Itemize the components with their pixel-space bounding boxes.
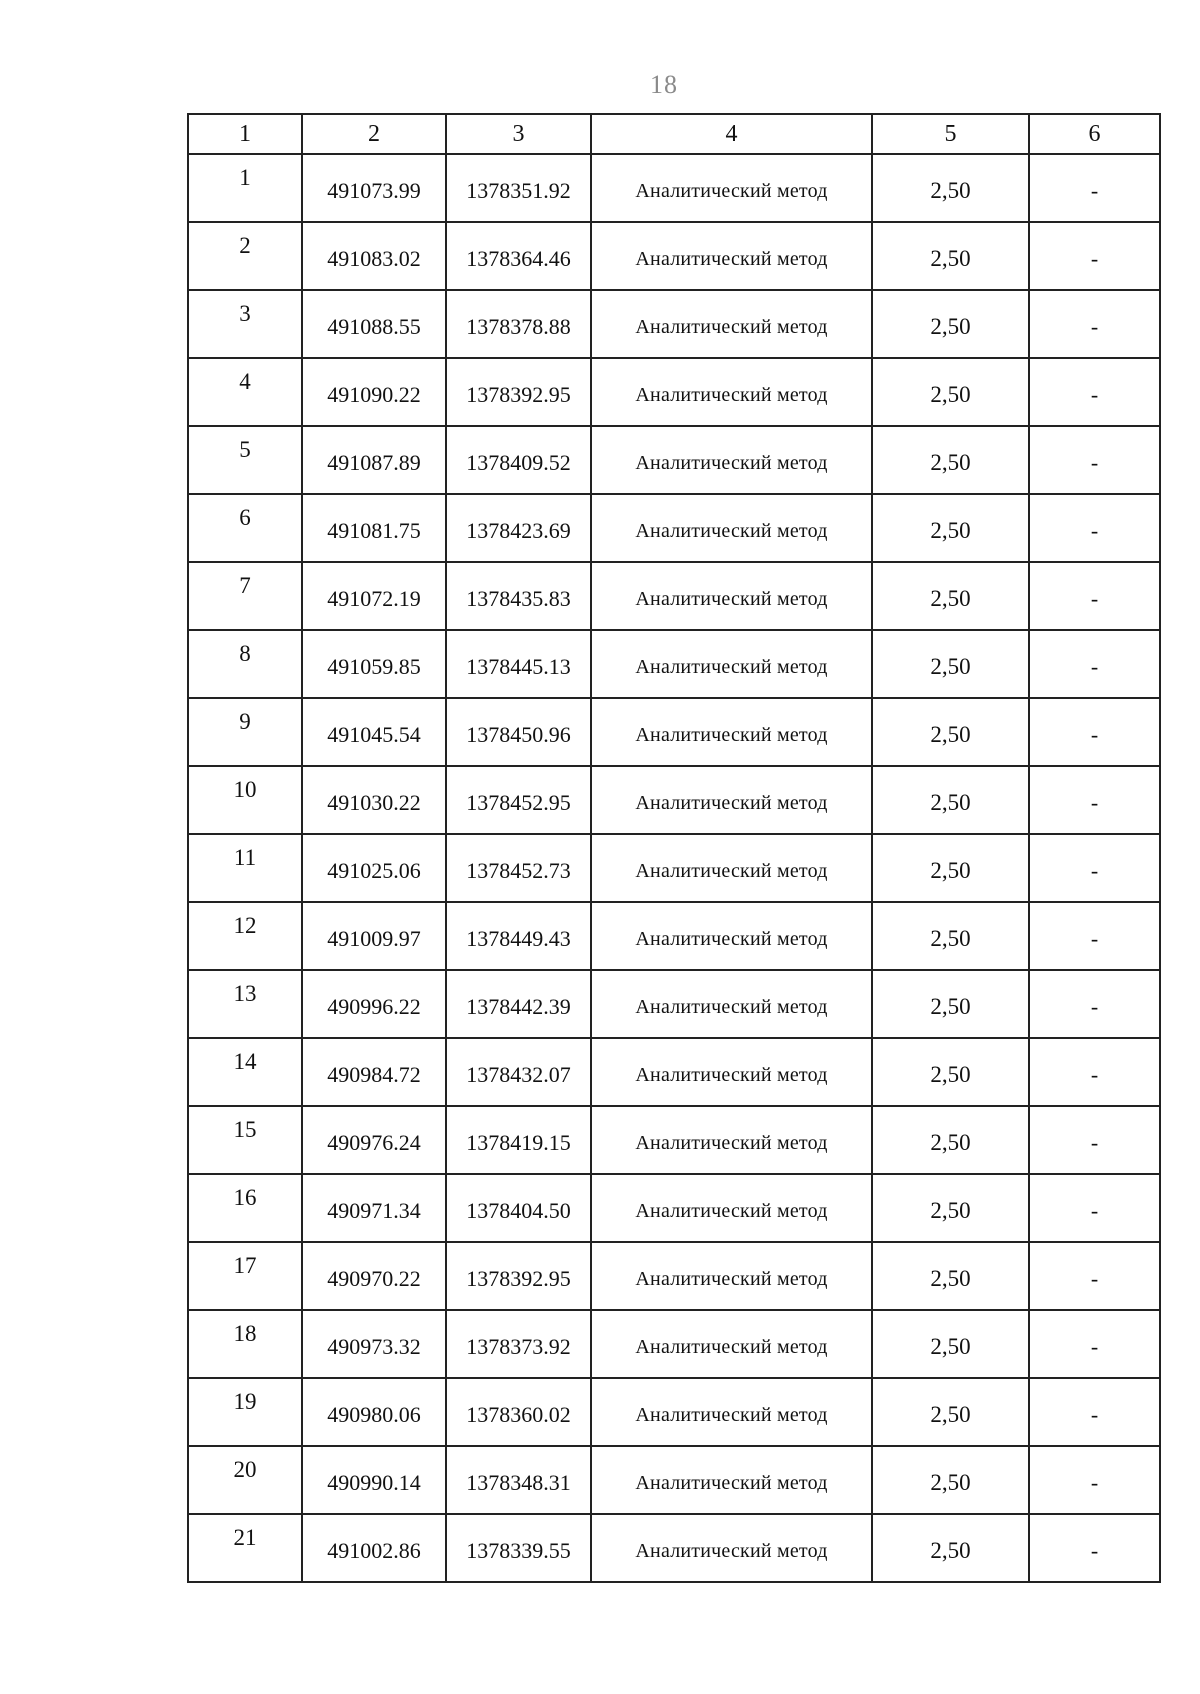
y-coordinate-cell: 1378452.95 <box>446 766 591 834</box>
accuracy-cell: 2,50 <box>872 290 1029 358</box>
x-coordinate-cell: 490990.14 <box>302 1446 446 1514</box>
method-cell: Аналитический метод <box>591 222 872 290</box>
note-cell: - <box>1029 698 1160 766</box>
accuracy-cell: 2,50 <box>872 1446 1029 1514</box>
table-row <box>188 1174 1160 1242</box>
x-coordinate-cell: 491083.02 <box>302 222 446 290</box>
table-row <box>188 154 1160 222</box>
note-cell: - <box>1029 562 1160 630</box>
table-row <box>188 1038 1160 1106</box>
header-cell-3: 3 <box>446 114 591 154</box>
y-coordinate-cell: 1378339.55 <box>446 1514 591 1582</box>
method-cell: Аналитический метод <box>591 494 872 562</box>
method-cell: Аналитический метод <box>591 698 872 766</box>
accuracy-cell: 2,50 <box>872 1174 1029 1242</box>
note-cell: - <box>1029 1378 1160 1446</box>
method-cell: Аналитический метод <box>591 970 872 1038</box>
x-coordinate-cell: 490976.24 <box>302 1106 446 1174</box>
point-number-cell: 1 <box>188 154 302 222</box>
method-cell: Аналитический метод <box>591 766 872 834</box>
note-cell: - <box>1029 630 1160 698</box>
point-number-cell: 13 <box>188 970 302 1038</box>
accuracy-cell: 2,50 <box>872 766 1029 834</box>
method-cell: Аналитический метод <box>591 1038 872 1106</box>
note-cell: - <box>1029 902 1160 970</box>
accuracy-cell: 2,50 <box>872 1310 1029 1378</box>
note-cell: - <box>1029 358 1160 426</box>
x-coordinate-cell: 490970.22 <box>302 1242 446 1310</box>
x-coordinate-cell: 490980.06 <box>302 1378 446 1446</box>
table-row <box>188 1514 1160 1582</box>
accuracy-cell: 2,50 <box>872 1378 1029 1446</box>
point-number-cell: 15 <box>188 1106 302 1174</box>
accuracy-cell: 2,50 <box>872 834 1029 902</box>
method-cell: Аналитический метод <box>591 154 872 222</box>
y-coordinate-cell: 1378351.92 <box>446 154 591 222</box>
table-row <box>188 630 1160 698</box>
x-coordinate-cell: 491009.97 <box>302 902 446 970</box>
x-coordinate-cell: 491090.22 <box>302 358 446 426</box>
point-number-cell: 7 <box>188 562 302 630</box>
x-coordinate-cell: 490984.72 <box>302 1038 446 1106</box>
table-row <box>188 222 1160 290</box>
method-cell: Аналитический метод <box>591 426 872 494</box>
note-cell: - <box>1029 290 1160 358</box>
table-row <box>188 1378 1160 1446</box>
point-number-cell: 2 <box>188 222 302 290</box>
point-number-cell: 18 <box>188 1310 302 1378</box>
accuracy-cell: 2,50 <box>872 1038 1029 1106</box>
y-coordinate-cell: 1378360.02 <box>446 1378 591 1446</box>
point-number-cell: 10 <box>188 766 302 834</box>
note-cell: - <box>1029 494 1160 562</box>
y-coordinate-cell: 1378450.96 <box>446 698 591 766</box>
table-header <box>188 114 1160 154</box>
method-cell: Аналитический метод <box>591 630 872 698</box>
y-coordinate-cell: 1378442.39 <box>446 970 591 1038</box>
point-number-cell: 9 <box>188 698 302 766</box>
header-cell-4: 4 <box>591 114 872 154</box>
note-cell: - <box>1029 1446 1160 1514</box>
table-row <box>188 766 1160 834</box>
table-row <box>188 1310 1160 1378</box>
method-cell: Аналитический метод <box>591 1446 872 1514</box>
note-cell: - <box>1029 1310 1160 1378</box>
point-number-cell: 14 <box>188 1038 302 1106</box>
table-row <box>188 1446 1160 1514</box>
method-cell: Аналитический метод <box>591 358 872 426</box>
point-number-cell: 6 <box>188 494 302 562</box>
method-cell: Аналитический метод <box>591 1378 872 1446</box>
note-cell: - <box>1029 766 1160 834</box>
y-coordinate-cell: 1378348.31 <box>446 1446 591 1514</box>
table-row <box>188 698 1160 766</box>
method-cell: Аналитический метод <box>591 562 872 630</box>
accuracy-cell: 2,50 <box>872 426 1029 494</box>
x-coordinate-cell: 491045.54 <box>302 698 446 766</box>
note-cell: - <box>1029 1038 1160 1106</box>
x-coordinate-cell: 491087.89 <box>302 426 446 494</box>
note-cell: - <box>1029 970 1160 1038</box>
accuracy-cell: 2,50 <box>872 1242 1029 1310</box>
y-coordinate-cell: 1378445.13 <box>446 630 591 698</box>
x-coordinate-cell: 490973.32 <box>302 1310 446 1378</box>
accuracy-cell: 2,50 <box>872 698 1029 766</box>
table-row <box>188 1106 1160 1174</box>
table-row <box>188 970 1160 1038</box>
table-row <box>188 426 1160 494</box>
table-row <box>188 358 1160 426</box>
point-number-cell: 11 <box>188 834 302 902</box>
coordinates-table <box>187 113 1161 1583</box>
y-coordinate-cell: 1378373.92 <box>446 1310 591 1378</box>
accuracy-cell: 2,50 <box>872 1106 1029 1174</box>
note-cell: - <box>1029 1514 1160 1582</box>
method-cell: Аналитический метод <box>591 1174 872 1242</box>
x-coordinate-cell: 491073.99 <box>302 154 446 222</box>
table-row <box>188 290 1160 358</box>
accuracy-cell: 2,50 <box>872 1514 1029 1582</box>
method-cell: Аналитический метод <box>591 1310 872 1378</box>
point-number-cell: 17 <box>188 1242 302 1310</box>
y-coordinate-cell: 1378432.07 <box>446 1038 591 1106</box>
header-row <box>188 114 1160 154</box>
point-number-cell: 19 <box>188 1378 302 1446</box>
point-number-cell: 3 <box>188 290 302 358</box>
header-cell-6: 6 <box>1029 114 1160 154</box>
table-row <box>188 494 1160 562</box>
accuracy-cell: 2,50 <box>872 494 1029 562</box>
y-coordinate-cell: 1378419.15 <box>446 1106 591 1174</box>
point-number-cell: 12 <box>188 902 302 970</box>
x-coordinate-cell: 491088.55 <box>302 290 446 358</box>
method-cell: Аналитический метод <box>591 290 872 358</box>
page-number: 18 <box>650 70 678 99</box>
note-cell: - <box>1029 1242 1160 1310</box>
accuracy-cell: 2,50 <box>872 358 1029 426</box>
note-cell: - <box>1029 154 1160 222</box>
method-cell: Аналитический метод <box>591 902 872 970</box>
accuracy-cell: 2,50 <box>872 902 1029 970</box>
table-row <box>188 562 1160 630</box>
y-coordinate-cell: 1378409.52 <box>446 426 591 494</box>
x-coordinate-cell: 491072.19 <box>302 562 446 630</box>
table-row <box>188 834 1160 902</box>
point-number-cell: 21 <box>188 1514 302 1582</box>
x-coordinate-cell: 491025.06 <box>302 834 446 902</box>
x-coordinate-cell: 491059.85 <box>302 630 446 698</box>
table-row <box>188 902 1160 970</box>
x-coordinate-cell: 491081.75 <box>302 494 446 562</box>
method-cell: Аналитический метод <box>591 1242 872 1310</box>
point-number-cell: 8 <box>188 630 302 698</box>
accuracy-cell: 2,50 <box>872 562 1029 630</box>
accuracy-cell: 2,50 <box>872 154 1029 222</box>
accuracy-cell: 2,50 <box>872 630 1029 698</box>
point-number-cell: 16 <box>188 1174 302 1242</box>
x-coordinate-cell: 490971.34 <box>302 1174 446 1242</box>
x-coordinate-cell: 490996.22 <box>302 970 446 1038</box>
y-coordinate-cell: 1378449.43 <box>446 902 591 970</box>
y-coordinate-cell: 1378435.83 <box>446 562 591 630</box>
point-number-cell: 20 <box>188 1446 302 1514</box>
note-cell: - <box>1029 222 1160 290</box>
table-row <box>188 1242 1160 1310</box>
accuracy-cell: 2,50 <box>872 222 1029 290</box>
point-number-cell: 5 <box>188 426 302 494</box>
y-coordinate-cell: 1378378.88 <box>446 290 591 358</box>
y-coordinate-cell: 1378452.73 <box>446 834 591 902</box>
method-cell: Аналитический метод <box>591 1514 872 1582</box>
accuracy-cell: 2,50 <box>872 970 1029 1038</box>
x-coordinate-cell: 491002.86 <box>302 1514 446 1582</box>
point-number-cell: 4 <box>188 358 302 426</box>
table-body <box>188 154 1160 1582</box>
x-coordinate-cell: 491030.22 <box>302 766 446 834</box>
method-cell: Аналитический метод <box>591 834 872 902</box>
note-cell: - <box>1029 1106 1160 1174</box>
y-coordinate-cell: 1378423.69 <box>446 494 591 562</box>
y-coordinate-cell: 1378392.95 <box>446 1242 591 1310</box>
y-coordinate-cell: 1378404.50 <box>446 1174 591 1242</box>
y-coordinate-cell: 1378392.95 <box>446 358 591 426</box>
header-cell-1: 1 <box>188 114 302 154</box>
method-cell: Аналитический метод <box>591 1106 872 1174</box>
header-cell-5: 5 <box>872 114 1029 154</box>
y-coordinate-cell: 1378364.46 <box>446 222 591 290</box>
note-cell: - <box>1029 834 1160 902</box>
note-cell: - <box>1029 426 1160 494</box>
note-cell: - <box>1029 1174 1160 1242</box>
header-cell-2: 2 <box>302 114 446 154</box>
